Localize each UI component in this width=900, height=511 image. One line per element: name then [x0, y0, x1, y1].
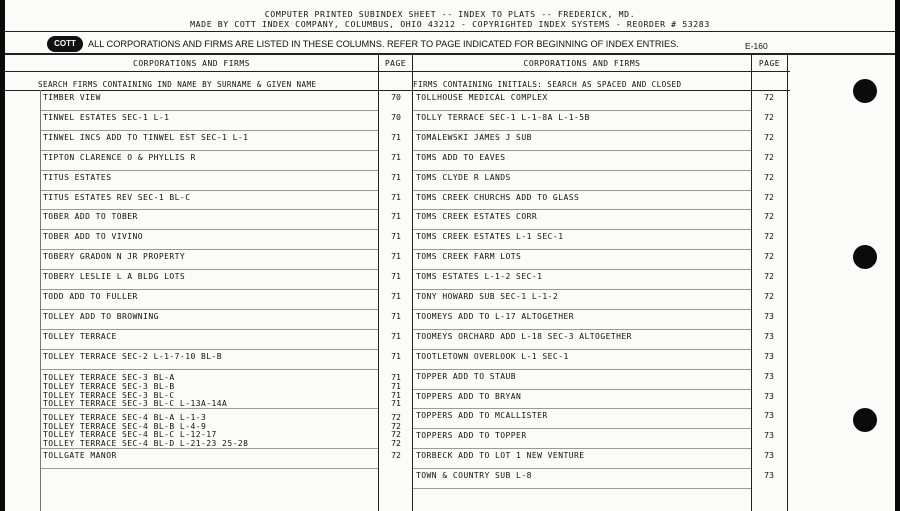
left-entry-page: 71 [391, 131, 401, 142]
left-page-heading: PAGE [384, 59, 407, 68]
right-entry-name: TOPPERS ADD TO MCALLISTER [416, 411, 548, 421]
right-row-rule [413, 209, 751, 210]
right-entry-name: TONY HOWARD SUB SEC-1 L-1-2 [416, 292, 559, 301]
left-row-rule [40, 289, 378, 290]
left-entry-name: TOBER ADD TO VIVINO [43, 232, 144, 242]
right-row-rule [413, 428, 751, 429]
left-entry-name: TOBER ADD TO TOBER [43, 212, 138, 222]
left-entry-page: 72 [391, 450, 401, 461]
right-page-heading: PAGE [758, 59, 781, 68]
left-entry-name: TOLLEY TERRACE SEC-3 BL-C [43, 390, 175, 400]
right-page-divider [751, 54, 752, 511]
right-entry-name: TOMS ESTATES L-1-2 SEC-1 [416, 272, 543, 282]
right-row-rule [413, 110, 751, 111]
right-entry-name: TOPPERS ADD TO TOPPER [416, 431, 527, 441]
right-entry-page: 72 [764, 291, 774, 301]
left-entry-page: 72 [391, 437, 401, 448]
header-rule [5, 31, 895, 32]
right-entry-page: 72 [764, 151, 774, 162]
right-entry-name: TOPPERS ADD TO BRYAN [416, 391, 522, 401]
left-entry-page: 71 [391, 389, 401, 400]
left-entry-page: 72 [391, 429, 401, 440]
right-entry-page: 72 [764, 171, 774, 182]
left-entry-page: 71 [391, 271, 401, 282]
left-entry-page: 71 [391, 398, 401, 409]
left-entry-page: 71 [391, 310, 401, 321]
left-entry-name: TODD ADD TO FULLER [43, 292, 138, 301]
right-entry-name: TOOMEYS ADD TO L-17 ALTOGETHER [416, 311, 574, 321]
right-entry-name: TOMS ADD TO EAVES [416, 152, 506, 162]
left-entry-page: 71 [391, 380, 401, 391]
left-row-rule [40, 229, 378, 230]
right-entry-page: 72 [764, 111, 774, 122]
left-entry-name: TIPTON CLARENCE O & PHYLLIS R [43, 152, 196, 162]
sheet-number: E-160 [745, 41, 768, 51]
right-entry-name: TORBECK ADD TO LOT 1 NEW VENTURE [416, 451, 585, 461]
left-margin-rule [40, 90, 41, 511]
right-row-rule [413, 150, 751, 151]
right-row-rule [413, 130, 751, 131]
right-entry-page: 73 [764, 310, 774, 321]
left-entry-name: TINWEL ESTATES SEC-1 L-1 [43, 112, 170, 122]
right-row-rule [413, 289, 751, 290]
right-row-rule [413, 389, 751, 390]
table-top-rule [5, 53, 895, 55]
right-entry-name: TOMS CLYDE R LANDS [416, 172, 511, 182]
left-entry-name: TINWEL INCS ADD TO TINWEL EST SEC-1 L-1 [43, 132, 249, 142]
right-row-rule [413, 408, 751, 409]
left-entry-page: 71 [391, 350, 401, 361]
publisher-line: MADE BY COTT INDEX COMPANY, COLUMBUS, OHIO 43212 - COPYRIGHTED INDEX SYSTEMS - REORDER # 53283 [190, 19, 710, 29]
right-row-rule [413, 369, 751, 370]
right-entry-name: TOMS CREEK CHURCHS ADD TO GLASS [416, 192, 580, 202]
left-scan-edge [0, 0, 5, 511]
left-row-rule [40, 209, 378, 210]
instruction-text: ALL CORPORATIONS AND FIRMS ARE LISTED IN THESE COLUMNS. REFER TO PAGE INDICATED FOR BEGINNING OF INDEX ENTRIES. [88, 39, 679, 49]
left-entry-page: 71 [391, 372, 401, 383]
left-entry-page: 71 [391, 231, 401, 242]
right-entry-page: 72 [764, 251, 774, 262]
right-row-rule [413, 269, 751, 270]
right-row-rule [413, 349, 751, 350]
left-entry-name: TOLLEY TERRACE SEC-3 BL-A [43, 373, 175, 383]
right-entry-page: 73 [764, 450, 774, 461]
punch-hole [853, 245, 877, 269]
punch-hole [853, 79, 877, 103]
left-row-rule [40, 190, 378, 191]
left-row-rule [40, 170, 378, 171]
left-entry-page: 71 [391, 251, 401, 262]
right-entry-page: 73 [764, 370, 774, 381]
left-row-rule [40, 110, 378, 111]
left-entry-page: 70 [391, 111, 401, 122]
left-entry-name: TOBERY GRADON N JR PROPERTY [43, 252, 186, 262]
left-entry-page: 71 [391, 291, 401, 301]
right-entry-name: TOMS CREEK FARM LOTS [416, 252, 522, 262]
right-row-rule [413, 468, 751, 469]
subheading-rule [5, 90, 790, 91]
heading-rule [5, 71, 790, 72]
left-entry-name: TOLLEY TERRACE [43, 331, 117, 341]
sheet-title: COMPUTER PRINTED SUBINDEX SHEET -- INDEX TO PLATS -- FREDERICK, MD. [264, 9, 636, 19]
right-subheading: FIRMS CONTAINING INITIALS: SEARCH AS SPACED AND CLOSED [413, 80, 682, 89]
left-entry-name: TOLLEY TERRACE SEC-4 BL-C L-12-17 [43, 430, 217, 440]
right-entry-name: TOWN & COUNTRY SUB L-8 [416, 471, 532, 481]
right-entry-name: TOOTLETOWN OVERLOOK L-1 SEC-1 [416, 351, 569, 361]
left-row-rule [40, 329, 378, 330]
left-row-rule [40, 269, 378, 270]
left-entry-name: TOLLEY TERRACE SEC-3 BL-C L-13A-14A [43, 399, 228, 409]
right-entry-page: 72 [764, 191, 774, 202]
left-row-rule [40, 468, 378, 469]
right-entry-page: 73 [764, 430, 774, 441]
right-row-rule [413, 488, 751, 489]
right-edge-divider [787, 54, 788, 511]
left-entry-name: TITUS ESTATES [43, 172, 112, 182]
right-entry-name: TOLLY TERRACE SEC-1 L-1-8A L-1-5B [416, 112, 590, 122]
left-row-rule [40, 309, 378, 310]
right-entry-page: 73 [764, 470, 774, 481]
left-entry-name: TOLLEY ADD TO BROWNING [43, 311, 159, 321]
left-entry-page: 72 [391, 420, 401, 431]
right-entry-name: TOMS CREEK ESTATES L-1 SEC-1 [416, 232, 564, 242]
right-row-rule [413, 249, 751, 250]
left-subheading: SEARCH FIRMS CONTAINING IND NAME BY SURNAME & GIVEN NAME [38, 80, 317, 89]
right-entry-name: TOMS CREEK ESTATES CORR [416, 212, 538, 222]
left-entry-page: 72 [391, 412, 401, 423]
left-row-rule [40, 369, 378, 370]
right-column-heading: CORPORATIONS AND FIRMS [523, 59, 641, 68]
left-entry-name: TOBERY LESLIE L A BLDG LOTS [43, 272, 186, 282]
left-entry-name: TOLLEY TERRACE SEC-4 BL-A L-1-3 [43, 413, 207, 423]
right-entry-page: 73 [764, 350, 774, 361]
right-entry-page: 72 [764, 211, 774, 222]
right-row-rule [413, 329, 751, 330]
left-entry-name: TIMBER VIEW [43, 93, 101, 102]
right-entry-page: 73 [764, 330, 774, 341]
left-entry-page: 71 [391, 211, 401, 222]
left-row-rule [40, 349, 378, 350]
left-row-rule [40, 130, 378, 131]
right-entry-name: TOLLHOUSE MEDICAL COMPLEX [416, 93, 548, 102]
right-entry-page: 73 [764, 410, 774, 421]
left-row-rule [40, 249, 378, 250]
left-row-rule [40, 448, 378, 449]
left-entry-name: TOLLEY TERRACE SEC-2 L-1-7-10 BL-B [43, 351, 223, 361]
right-entry-page: 72 [764, 131, 774, 142]
left-entry-page: 70 [391, 92, 401, 102]
left-entry-name: TOLLEY TERRACE SEC-4 BL-D L-21-23 25-28 [43, 438, 249, 448]
left-entry-page: 71 [391, 171, 401, 182]
punch-hole [853, 408, 877, 432]
right-row-rule [413, 190, 751, 191]
right-entry-name: TOMALEWSKI JAMES J SUB [416, 132, 532, 142]
left-entry-page: 71 [391, 191, 401, 202]
right-entry-page: 72 [764, 92, 774, 102]
right-row-rule [413, 309, 751, 310]
cott-logo: COTT [47, 36, 83, 52]
left-entry-page: 71 [391, 330, 401, 341]
left-entry-name: TOLLGATE MANOR [43, 451, 117, 461]
left-row-rule [40, 408, 378, 409]
right-row-rule [413, 170, 751, 171]
right-row-rule [413, 448, 751, 449]
right-scan-edge [895, 0, 900, 511]
left-column-heading: CORPORATIONS AND FIRMS [133, 59, 250, 68]
left-entry-page: 71 [391, 151, 401, 162]
left-entry-name: TOLLEY TERRACE SEC-4 BL-B L-4-9 [43, 421, 207, 431]
left-row-rule [40, 150, 378, 151]
right-entry-name: TOOMEYS ORCHARD ADD L-18 SEC-3 ALTOGETHER [416, 331, 632, 341]
right-entry-page: 72 [764, 231, 774, 242]
left-entry-name: TOLLEY TERRACE SEC-3 BL-B [43, 381, 175, 391]
right-entry-page: 73 [764, 390, 774, 401]
right-entry-name: TOPPER ADD TO STAUB [416, 371, 517, 381]
right-row-rule [413, 229, 751, 230]
right-entry-page: 72 [764, 271, 774, 282]
left-entry-name: TITUS ESTATES REV SEC-1 BL-C [43, 192, 191, 202]
